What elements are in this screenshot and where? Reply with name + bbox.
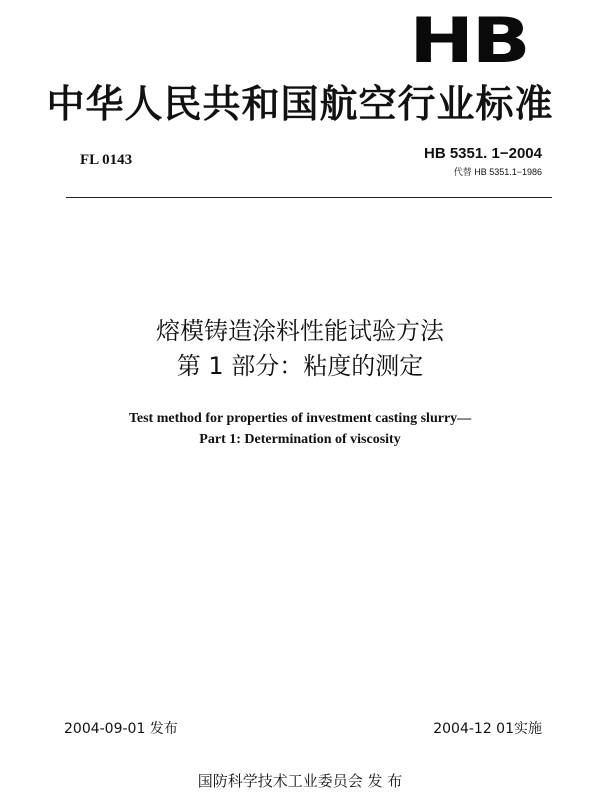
- standard-title: 中华人民共和国航空行业标准: [46, 82, 554, 126]
- header-divider: [66, 197, 552, 198]
- document-title-cn-line1: 熔模铸造涂料性能试验方法: [156, 317, 444, 345]
- issuing-authority: 国防科学技术工业委员会 发 布: [197, 772, 403, 790]
- implementation-date: 2004-12 01实施: [433, 721, 542, 737]
- document-title-cn-line2: 第 1 部分：粘度的测定: [176, 352, 424, 380]
- hb-logo: HB: [409, 4, 528, 77]
- classification-code: FL 0143: [80, 152, 133, 168]
- document-title-en-line1: Test method for properties of investment casting slurry—: [128, 411, 472, 426]
- issue-date: 2004-09-01 发布: [64, 721, 178, 737]
- standard-number: HB 5351. 1−2004: [423, 145, 542, 162]
- document-title-en-line2: Part 1: Determination of viscosity: [199, 432, 401, 447]
- replaces-note: 代替 HB 5351.1−1986: [453, 167, 542, 177]
